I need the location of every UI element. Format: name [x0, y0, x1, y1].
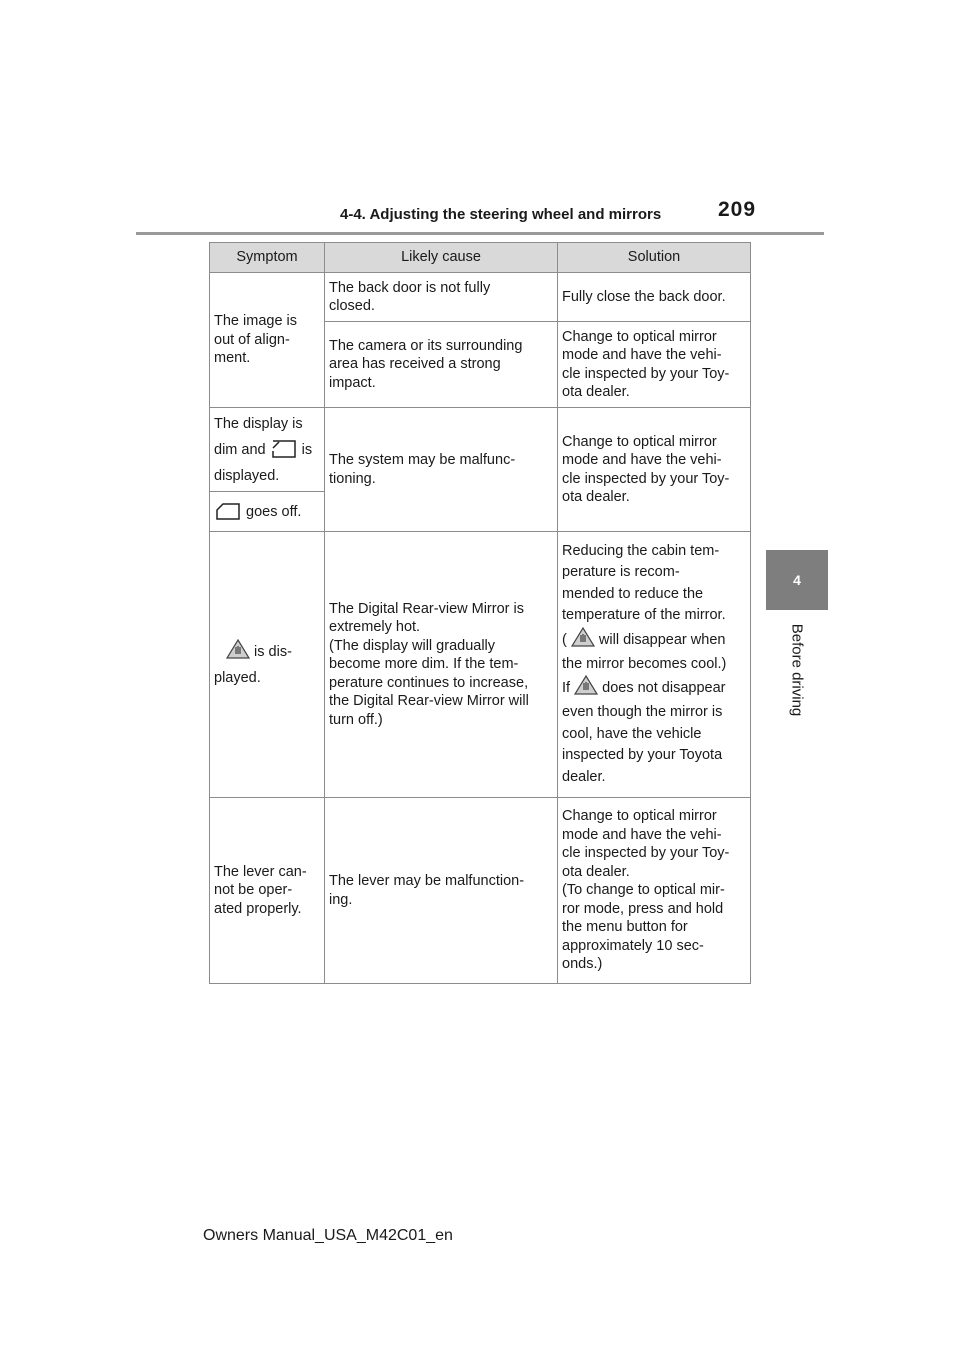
solution-cell: Fully close the back door. — [558, 273, 751, 322]
table-header-row — [210, 243, 751, 273]
symptom-text: is — [301, 441, 313, 458]
symptom-cell — [210, 408, 325, 492]
symptom-line: The display is — [214, 415, 303, 432]
solution-line: temperature of the mirror. — [562, 607, 726, 624]
symptom-text: goes off. — [246, 503, 302, 520]
symptom-cell: The lever can- not be oper- ated properly. — [210, 798, 325, 984]
cause-cell: The Digital Rear-view Mirror is extremely hot. (The display will gradually become more dim. If the tem- perature continues to increase, the Digital Rear-view Mirror will turn off.) — [325, 532, 558, 798]
cause-cell: The system may be malfunc- tioning. — [325, 408, 558, 532]
table-row — [210, 532, 751, 798]
troubleshooting-table — [209, 242, 751, 984]
solution-line: perature is recom- — [562, 564, 680, 581]
solution-line: mended to reduce the — [562, 585, 704, 602]
chapter-label: Before driving — [788, 623, 806, 717]
warning-icon — [226, 639, 250, 659]
warning-icon — [574, 675, 598, 695]
warning-icon — [571, 627, 595, 647]
solution-cell: Change to optical mirror mode and have the vehi- cle inspected by your Toy- ota dealer. (To change to optical mir- ror mode, press and hold the menu button for approximately 10 sec- onds.) — [558, 798, 751, 984]
symptom-cell: The image is out of align- ment. — [210, 273, 325, 408]
page-number: 209 — [718, 198, 757, 221]
footer-document-id: Owners Manual_USA_M42C01_en — [203, 1227, 453, 1244]
solution-line: inspected by your Toyota — [562, 747, 723, 764]
solution-line: the mirror becomes cool.) — [562, 655, 727, 672]
cause-cell: The camera or its surrounding area has received a strong impact. — [325, 322, 558, 408]
solution-text: will disappear when — [598, 631, 726, 648]
table-row — [210, 273, 751, 322]
solution-line: cool, have the vehicle — [562, 725, 702, 742]
solution-line: Reducing the cabin tem- — [562, 542, 720, 559]
solution-cell: Change to optical mirror mode and have the vehi- cle inspected by your Toy- ota dealer. — [558, 322, 751, 408]
symptom-cell — [210, 532, 325, 798]
symptom-line — [214, 437, 320, 463]
solution-text: does not disappear — [602, 680, 726, 697]
solution-line: dealer. — [562, 768, 606, 785]
section-title: 4-4. Adjusting the steering wheel and mirrors — [340, 206, 662, 223]
symptom-line — [214, 639, 320, 665]
symptom-cell — [210, 492, 325, 532]
table-row — [210, 798, 751, 984]
mirror-frame-icon — [214, 502, 242, 520]
column-header-solution: Solution — [558, 243, 751, 273]
table-row — [210, 408, 751, 492]
header-rule — [136, 232, 824, 235]
cause-cell: The lever may be malfunction- ing. — [325, 798, 558, 984]
symptom-text: dim and — [214, 441, 266, 458]
symptom-line: displayed. — [214, 467, 280, 484]
solution-text: ( — [562, 631, 567, 648]
column-header-likely-cause: Likely cause — [325, 243, 558, 273]
solution-line — [562, 627, 746, 654]
column-header-symptom: Symptom — [210, 243, 325, 273]
solution-text: If — [562, 680, 571, 697]
symptom-text: is dis- — [254, 643, 292, 660]
solution-line: even though the mirror is — [562, 704, 723, 721]
mirror-frame-icon — [270, 440, 298, 458]
symptom-line: played. — [214, 669, 261, 686]
solution-line — [562, 675, 746, 702]
chapter-number: 4 — [793, 572, 801, 588]
solution-cell: Change to optical mirror mode and have the vehi- cle inspected by your Toy- ota dealer. — [558, 408, 751, 532]
solution-cell — [558, 532, 751, 798]
chapter-tab — [766, 550, 828, 610]
cause-cell: The back door is not fully closed. — [325, 273, 558, 322]
